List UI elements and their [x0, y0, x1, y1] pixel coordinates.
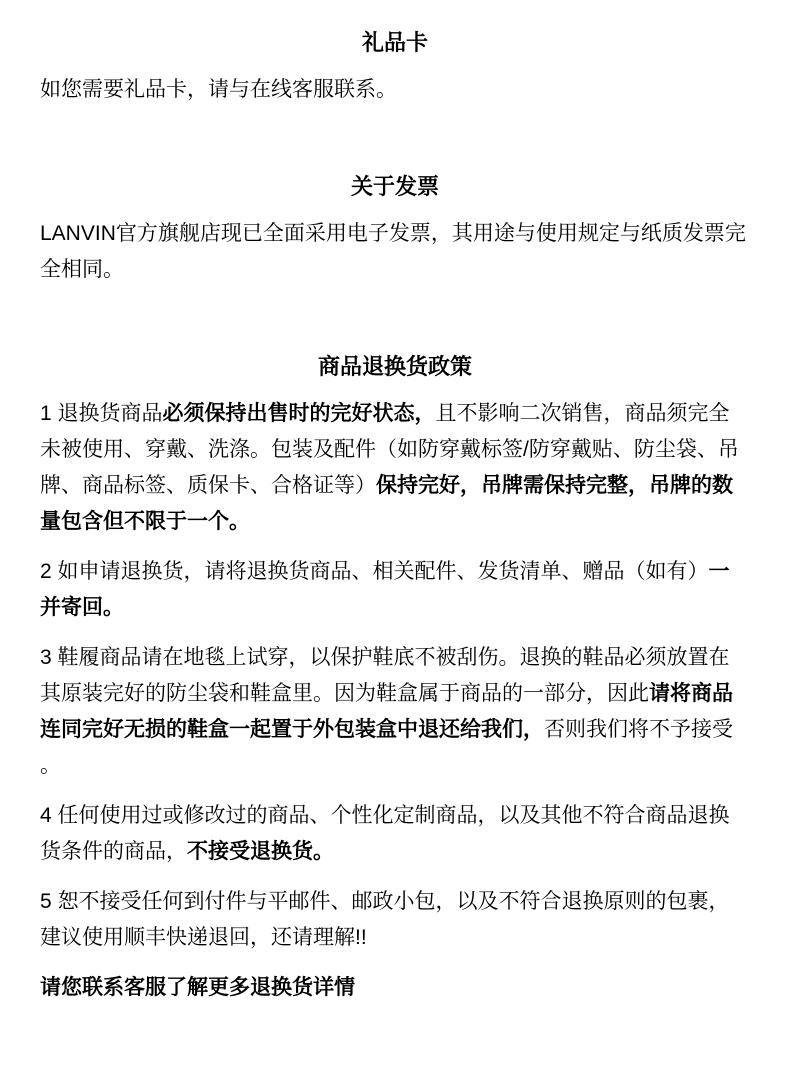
bold-text-run: 一并寄回。 — [40, 560, 730, 619]
bold-text-run: 不接受退换货。 — [187, 840, 334, 863]
bold-text-run: 请您联系客服了解更多退换货详情 — [40, 976, 355, 999]
text-run: 5 恕不接受任何到付件与平邮件、邮政小包，以及不符合退换原则的包裹，建议使用顺丰快递退回，还请理解!! — [40, 890, 730, 949]
contact-service-note — [40, 970, 750, 1006]
bold-text-run: 必须保持出售时的完好状态， — [162, 402, 436, 425]
return-policy-item-2 — [40, 554, 750, 626]
text-run: 如您需要礼品卡，请与在线客服联系。 — [40, 78, 397, 101]
bold-text-run: 请将商品连同完好无损的鞋盒一起置于外包装盒中退还给我们， — [40, 682, 733, 741]
text-run: 4 任何使用过或修改过的商品、个性化定制商品，以及其他不符合商品退换货条件的商品， — [40, 804, 730, 863]
return-policy-item-1 — [40, 396, 750, 540]
gift-card-paragraph — [40, 72, 750, 108]
text-run: 且不影响二次销售，商品须完全未被使用、穿戴、洗涤。包装及配件（如防穿戴标签/防穿戴贴、防尘袋、吊牌、商品标签、质保卡、合格证等） — [40, 402, 739, 497]
text-run: 2 如申请退换货，请将退换货商品、相关配件、发货清单、赠品（如有） — [40, 560, 709, 583]
text-run: 否则我们将不予接受。 — [40, 718, 733, 777]
return-policy-item-3 — [40, 640, 750, 784]
bold-text-run: 保持完好，吊牌需保持完整，吊牌的数量包含但不限于一个。 — [40, 474, 733, 533]
return-policy-item-4 — [40, 798, 750, 870]
gift-card-heading: 礼品卡 — [361, 30, 428, 55]
invoice-paragraph — [40, 216, 750, 288]
text-run: 3 鞋履商品请在地毯上试穿，以保护鞋底不被刮伤。退换的鞋品必须放置在其原装完好的防尘袋和鞋盒里。因为鞋盒属于商品的一部分，因此 — [40, 646, 730, 705]
text-run: 1 退换货商品 — [40, 402, 163, 425]
return-policy-item-5 — [40, 884, 750, 956]
text-run: LANVIN官方旗舰店现已全面采用电子发票，其用途与使用规定与纸质发票完全相同。 — [40, 222, 746, 281]
return-policy-heading: 商品退换货政策 — [317, 354, 472, 379]
invoice-heading: 关于发票 — [350, 174, 439, 199]
